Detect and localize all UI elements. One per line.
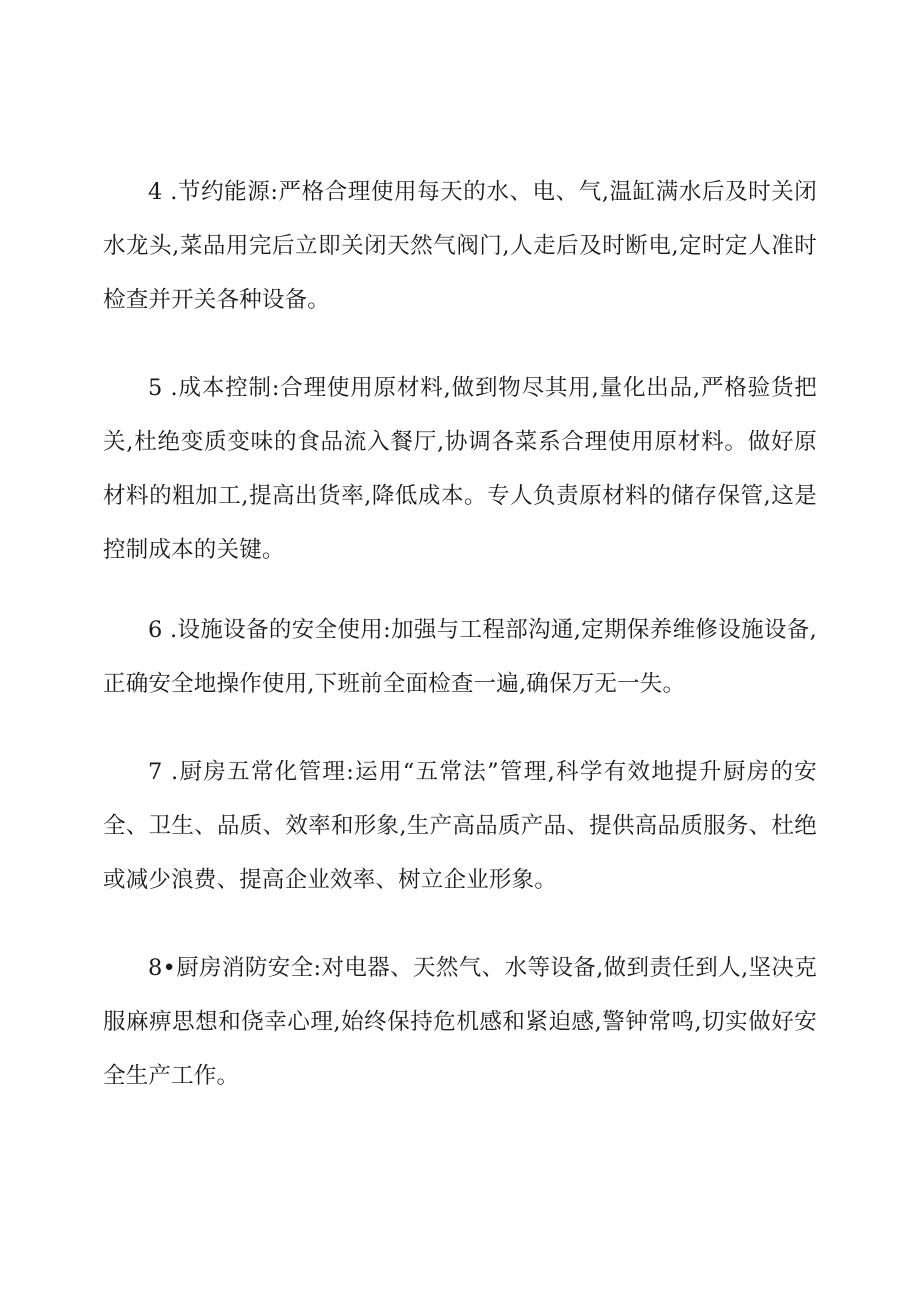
paragraph-equipment-safety: 6 .设施设备的安全使用:加强与工程部沟通,定期保养维修设施设备,正确安全地操作使用,下班前全面检查一遍,确保万无一失。 <box>103 617 817 697</box>
paragraph-cost-control: 5 .成本控制:合理使用原材料,做到物尽其用,量化出品,严格验货把关,杜绝变质变味的食品流入餐厅,协调各菜系合理使用原材料。做好原材料的粗加工,提高出货率,降低成本。专人负责原材料的储存保管,这是控制成本的关键。 <box>103 375 817 563</box>
paragraph-five-s-management: 7 .厨房五常化管理:运用“五常法”管理,科学有效地提升厨房的安全、卫生、品质、效率和形象,生产高品质产品、提供高品质服务、杜绝或减少浪费、提高企业效率、树立企业形象。 <box>103 759 817 893</box>
paragraph-energy-saving: 4 .节约能源:严格合理使用每天的水、电、气,温缸满水后及时关闭水龙头,菜品用完后立即关闭天然气阀门,人走后及时断电,定时定人准时检查并开关各种设备。 <box>103 179 817 313</box>
paragraph-fire-safety: 8•厨房消防安全:对电器、天然气、水等设备,做到责任到人,坚决克服麻痹思想和侥幸心理,始终保持危机感和紧迫感,警钟常鸣,切实做好安全生产工作。 <box>103 955 817 1089</box>
